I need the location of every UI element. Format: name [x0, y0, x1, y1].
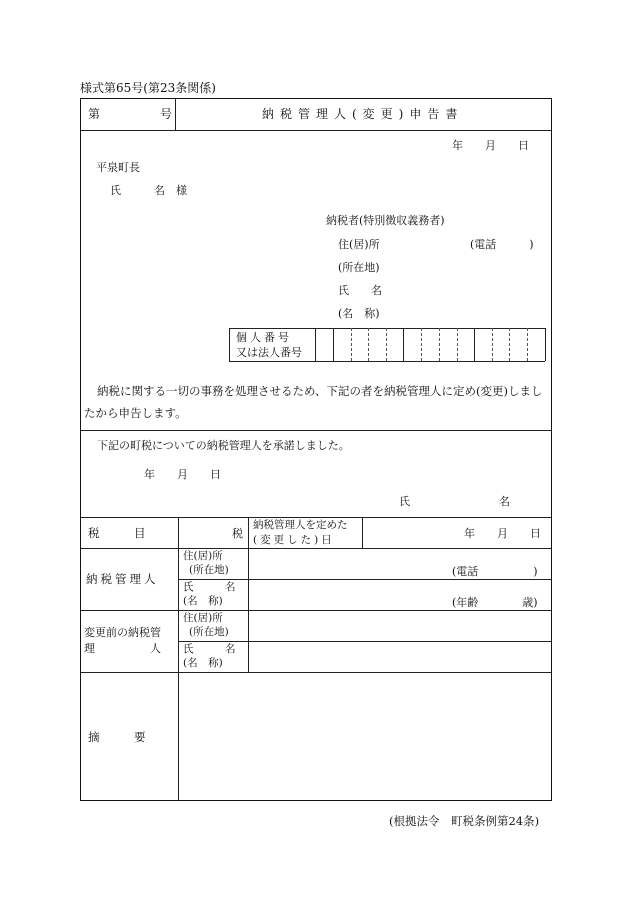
number-label: 第 号: [88, 107, 173, 121]
table-row1-bottom: [80, 548, 552, 549]
mayor-label: 平泉町長: [96, 161, 140, 174]
id-digit-divider: [439, 328, 440, 361]
frame-top: [80, 98, 552, 99]
id-cell-divider: [403, 328, 404, 361]
form-number: 様式第65号(第23条関係): [80, 81, 216, 95]
id-cell-divider: [474, 328, 475, 361]
manager-bottom: [80, 610, 552, 611]
submission-date: 年 月 日: [452, 139, 529, 152]
legal-basis-footer: (根拠法令 町税条例第24条): [389, 814, 540, 828]
taxpayer-phone-label: (電話 ): [470, 238, 534, 251]
idbox-top: [229, 328, 545, 329]
tax-item-label: 税 目: [88, 526, 146, 540]
frame-left: [80, 98, 81, 800]
manager-age-label: (年齢 歳): [452, 596, 538, 609]
date-label-line1: 納税管理人を定めた: [253, 519, 348, 531]
manager-name-label: 氏 名: [183, 581, 236, 593]
previous-address-label: 住(居)所: [183, 612, 223, 624]
header-divider: [80, 130, 552, 131]
taxpayer-title-label: (名 称): [338, 307, 380, 320]
id-digit-divider: [386, 328, 387, 361]
manager-location-label: (所在地): [189, 564, 229, 576]
tax-suffix: 税: [232, 527, 243, 540]
id-digit-divider: [351, 328, 352, 361]
acceptance-date: 年 月 日: [144, 468, 221, 481]
id-digit-divider: [492, 328, 493, 361]
id-digit-divider: [368, 328, 369, 361]
mayor-name-line: 氏 名 様: [110, 184, 187, 197]
frame-right: [551, 98, 552, 800]
previous-location-label: (所在地): [189, 626, 229, 638]
form-title: 納税管理人(変更)申告書: [262, 107, 464, 121]
date-value: 年 月 日: [464, 527, 541, 540]
table-col1-divider: [178, 517, 179, 800]
taxpayer-name-label: 氏 名: [338, 284, 382, 297]
id-digit-divider: [509, 328, 510, 361]
previous-name-label: 氏 名: [183, 643, 236, 655]
manager-phone-label: (電話 ): [452, 565, 538, 578]
acceptance-divider: [80, 430, 552, 431]
manager-mid-line: [178, 579, 552, 580]
manager-address-label: 住(居)所: [183, 550, 223, 562]
taxpayer-address-label: 住(居)所: [338, 238, 380, 251]
acceptance-text: 下記の町税についての納税管理人を承諾しました。: [97, 439, 350, 452]
manager-title-label: (名 称): [183, 595, 223, 607]
summary-label: 摘 要: [88, 730, 146, 744]
header-col-divider: [175, 98, 176, 130]
id-cell-divider: [333, 328, 334, 361]
id-label-line1: 個人番号: [236, 331, 292, 344]
taxpayer-heading: 納税者(特別徴収義務者): [326, 214, 445, 227]
tax-col-divider: [248, 517, 249, 548]
date-col-divider: [362, 517, 363, 548]
id-label-line2: 又は法人番号: [236, 346, 302, 359]
field-label-divider: [248, 548, 249, 672]
manager-label: 納税管理人: [86, 572, 159, 586]
id-digit-divider: [527, 328, 528, 361]
table-top: [80, 517, 552, 518]
acceptance-name-label2: 名: [499, 495, 510, 508]
acceptance-name-label: 氏: [399, 495, 410, 508]
previous-label-line1: 変更前の納税管: [84, 626, 161, 639]
previous-label-line2: 理 人: [84, 642, 161, 655]
previous-title-label: (名 称): [183, 657, 223, 669]
id-digit-divider: [457, 328, 458, 361]
date-label-line2: (変更した)日: [253, 534, 335, 546]
declaration-line2: たから申告します。: [84, 406, 187, 420]
declaration-line1: 納税に関する一切の事務を処理させるため、下記の者を納税管理人に定め(変更)しまし: [97, 384, 543, 398]
id-digit-divider: [421, 328, 422, 361]
taxpayer-location-label: (所在地): [338, 261, 380, 274]
idbox-bottom: [229, 361, 545, 362]
previous-bottom: [80, 672, 552, 673]
frame-bottom: [80, 800, 552, 801]
previous-mid-line: [178, 641, 552, 642]
idbox-right: [545, 328, 546, 361]
idbox-label-divider: [315, 328, 316, 361]
idbox-left: [229, 328, 230, 361]
